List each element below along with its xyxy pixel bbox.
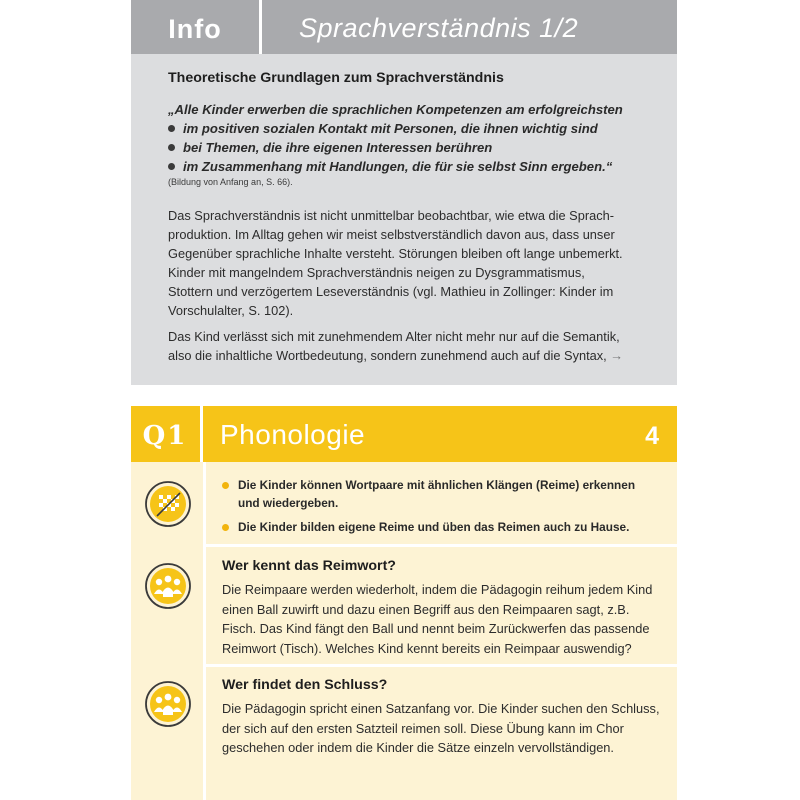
bullet-icon [222,524,229,531]
text-line: Reimwort (Tisch). Welches Kind kennt bereits ein Reimpaar auswendig? [222,640,632,656]
section-reimwort [222,558,672,658]
quote-bullet-text: im positiven sozialen Kontakt mit Personen, die ihnen wichtig sind [183,121,598,136]
text-line: Das Sprachverständnis ist nicht unmittelbar beobachtbar, wie etwa die Sprach- [168,208,614,223]
header-divider [259,0,262,54]
info-body [168,70,668,365]
goal-list [222,476,672,536]
phonologie-card [131,406,677,800]
goal-item [222,518,672,536]
quote-bullet [168,119,668,138]
info-header [131,0,677,54]
quote-source: (Bildung von Anfang an, S. 66). [168,177,293,187]
text-line: produktion. Im Alltag gehen wir meist selbstverständlich davon aus, dass unser [168,227,615,242]
q-title: Phonologie [220,419,366,450]
info-heading: Theoretische Grundlagen zum Sprachverständnis [168,70,504,86]
text-line: Kinder mit mangelndem Sprachverständnis neigen zu Dysgrammatismus, [168,265,585,280]
text-line: Gegenüber sprachliche Inhalte versteht. Störungen bleiben oft lange unbemerkt. [168,246,623,261]
paragraph-1 [168,206,668,320]
bullet-icon [222,482,229,489]
continue-arrow-icon: → [610,348,624,363]
group-icon [144,562,192,610]
goal-item [222,476,672,512]
goal-text: Die Kinder bilden eigene Reime und üben das Reimen auch zu Hause. [238,520,630,534]
text-line: Das Kind verlässt sich mit zunehmendem Alter nicht mehr nur auf die Semantik, [168,329,620,344]
bullet-icon [168,144,175,151]
quote-bullet-text: im Zusammenhang mit Handlungen, die für sie selbst Sinn ergeben.“ [183,159,613,174]
quote-bullet [168,138,668,157]
text-line: und wiedergeben. [238,496,339,510]
quote-bullet [168,157,668,176]
section-divider [206,544,677,547]
group-icon [144,680,192,728]
text-line-content: also die inhaltliche Wortbedeutung, sondern zunehmend auch auf die Syntax, [168,348,607,363]
text-line: Die Reimpaare werden wiederholt, indem die Pädagogin reihum jedem Kind [222,582,653,597]
text-line: Die Kinder können Wortpaare mit ähnlichen Klängen (Reime) erkennen [238,478,636,492]
info-title: Sprachverständnis 1/2 [299,13,579,43]
text-line: Die Pädagogin spricht einen Satzanfang vor. Die Kinder suchen den Schluss, [222,701,660,716]
section-divider [206,664,677,667]
q-label: Q1 [142,421,188,451]
text-line: einen Ball zuwirft und dazu einen Begriff aus den Reimpaaren sagt, z.B. [222,601,630,617]
section-schluss [222,677,672,758]
column-divider [203,462,206,800]
q-header [131,406,677,462]
bullet-icon [168,163,175,170]
bullet-icon [168,125,175,132]
section-title: Wer findet den Schluss? [222,677,388,693]
paragraph-2 [168,327,668,365]
text-line: Stottern und verzögertem Leseverständnis (vgl. Mathieu in Zollinger: Kinder im [168,284,614,299]
text-line: geschehen oder indem die Kinder die Sätze einzeln vervollständigen. [222,740,614,755]
quote-bullet-text: bei Themen, die ihre eigenen Interessen berühren [183,140,493,155]
section-text [222,699,672,758]
header-divider [200,406,203,462]
text-line: Vorschulalter, S. 102). [168,303,294,318]
text-line: Fisch. Das Kind fängt den Ball und nennt beim Zurückwerfen das passende [222,621,650,636]
section-text [222,580,672,658]
target-flag-icon [144,480,192,528]
info-label: Info [168,14,222,44]
q-number: 4 [645,422,659,450]
section-title: Wer kennt das Reimwort? [222,558,396,574]
text-line: der sich auf den ersten Satzteil reimen soll. Diese Übung kann im Chor [222,720,624,736]
goal-text [238,476,635,512]
text-line [168,346,668,365]
quote-intro: „Alle Kinder erwerben die sprachlichen Kompetenzen am erfolgreichsten [168,102,623,117]
info-card [131,0,677,385]
